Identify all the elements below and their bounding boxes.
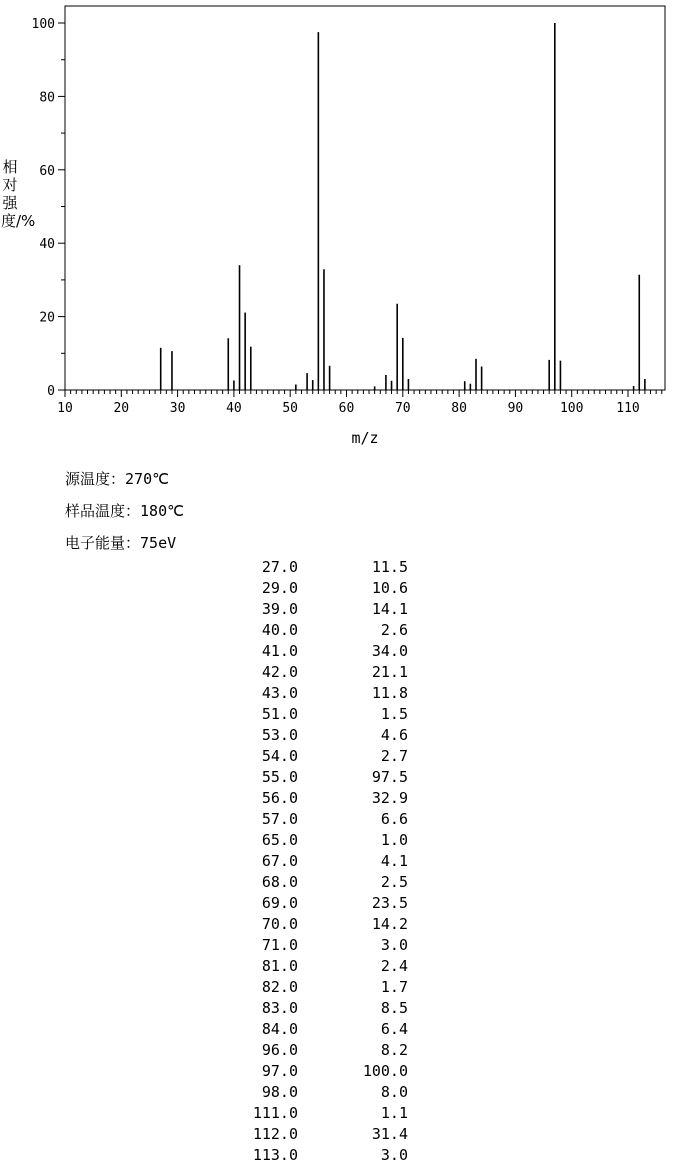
x-tick-label: 30 <box>169 401 186 416</box>
mz-cell: 67.0 <box>261 852 298 870</box>
x-tick-label: 110 <box>616 401 640 416</box>
mz-cell: 41.0 <box>261 642 298 660</box>
y-axis-title: 相对强度/% <box>1 158 36 230</box>
intensity-cell: 1.0 <box>380 831 408 849</box>
mz-cell: 53.0 <box>261 726 298 744</box>
mz-cell: 55.0 <box>261 768 298 786</box>
x-tick-label: 100 <box>559 401 584 416</box>
mz-cell: 43.0 <box>261 684 298 702</box>
mz-cell: 84.0 <box>261 1020 298 1038</box>
y-tick-label: 0 <box>47 384 55 399</box>
mz-cell: 51.0 <box>261 705 298 723</box>
mz-cell: 29.0 <box>261 579 298 597</box>
intensity-cell: 8.0 <box>380 1083 408 1101</box>
mz-cell: 83.0 <box>261 999 298 1017</box>
mz-cell: 82.0 <box>261 978 298 996</box>
y-tick-label: 40 <box>39 237 55 253</box>
mz-cell: 98.0 <box>261 1083 298 1101</box>
plot-frame <box>65 6 665 390</box>
mz-cell: 65.0 <box>261 831 298 849</box>
intensity-cell: 14.2 <box>371 915 408 933</box>
intensity-cell: 10.6 <box>371 579 408 597</box>
intensity-cell: 23.5 <box>371 894 408 912</box>
intensity-cell: 11.8 <box>371 684 408 702</box>
intensity-cell: 3.0 <box>380 936 408 954</box>
intensity-cell: 2.7 <box>380 747 408 765</box>
mz-cell: 27.0 <box>261 558 298 576</box>
source-temperature-label: 源温度： <box>65 470 126 488</box>
sample-temperature-label: 样品温度： <box>65 502 141 520</box>
intensity-cell: 4.1 <box>380 852 408 870</box>
intensity-cell: 32.9 <box>371 789 408 807</box>
mz-cell: 70.0 <box>261 915 298 933</box>
mz-cell: 113.0 <box>252 1146 298 1164</box>
intensity-cell: 8.5 <box>380 999 408 1017</box>
mz-cell: 39.0 <box>261 600 298 618</box>
intensity-cell: 11.5 <box>371 558 408 576</box>
mass-spectrum-chart <box>0 0 680 460</box>
electron-energy-value: 75eV <box>140 534 177 552</box>
intensity-cell: 31.4 <box>371 1125 408 1143</box>
intensity-cell: 3.0 <box>380 1146 408 1164</box>
intensity-cell: 6.4 <box>380 1020 408 1038</box>
intensity-cell: 1.7 <box>380 978 408 996</box>
intensity-cell: 1.5 <box>380 705 408 723</box>
x-tick-label: 10 <box>57 401 73 416</box>
mz-cell: 112.0 <box>252 1125 298 1143</box>
peak-bars <box>161 23 645 390</box>
x-axis-title: m/z <box>351 429 379 447</box>
intensity-cell: 34.0 <box>371 642 408 660</box>
mz-cell: 40.0 <box>261 621 298 639</box>
minor-ticks <box>58 23 662 397</box>
x-tick-label: 20 <box>113 401 130 416</box>
intensity-cell: 2.5 <box>380 873 408 891</box>
mz-cell: 42.0 <box>261 663 298 681</box>
electron-energy <box>65 532 176 553</box>
intensity-cell: 8.2 <box>380 1041 408 1059</box>
axis-ticks <box>32 17 640 416</box>
intensity-cell: 2.6 <box>380 621 408 639</box>
mz-cell: 54.0 <box>261 747 298 765</box>
intensity-cell: 21.1 <box>371 663 408 681</box>
intensity-cell: 1.1 <box>380 1104 408 1122</box>
electron-energy-label: 电子能量： <box>65 534 141 552</box>
intensity-cell: 97.5 <box>371 768 408 786</box>
x-tick-label: 80 <box>451 401 467 416</box>
x-tick-label: 60 <box>338 401 355 416</box>
x-tick-label: 70 <box>394 401 411 416</box>
y-tick-label: 100 <box>31 17 55 32</box>
intensity-cell: 6.6 <box>380 810 408 828</box>
x-tick-label: 50 <box>282 401 299 416</box>
intensity-cell: 100.0 <box>362 1062 408 1080</box>
mz-cell: 111.0 <box>252 1104 298 1122</box>
mz-cell: 56.0 <box>261 789 298 807</box>
source-temperature-value: 270℃ <box>125 470 169 488</box>
mz-cell: 97.0 <box>261 1062 298 1080</box>
sample-temperature <box>65 500 184 521</box>
mz-cell: 81.0 <box>261 957 298 975</box>
mz-cell: 68.0 <box>261 873 298 891</box>
mz-cell: 69.0 <box>261 894 298 912</box>
mz-cell: 96.0 <box>261 1041 298 1059</box>
mz-cell: 71.0 <box>261 936 298 954</box>
mz-cell: 57.0 <box>261 810 298 828</box>
y-tick-label: 80 <box>39 90 55 106</box>
intensity-cell: 14.1 <box>371 600 408 618</box>
intensity-cell: 4.6 <box>380 726 408 744</box>
source-temperature <box>65 468 169 489</box>
intensity-cell: 2.4 <box>380 957 408 975</box>
x-tick-label: 40 <box>226 401 242 416</box>
x-tick-label: 90 <box>507 401 524 416</box>
sample-temperature-value: 180℃ <box>140 502 184 520</box>
y-tick-label: 20 <box>39 310 55 326</box>
y-tick-label: 60 <box>39 163 55 179</box>
